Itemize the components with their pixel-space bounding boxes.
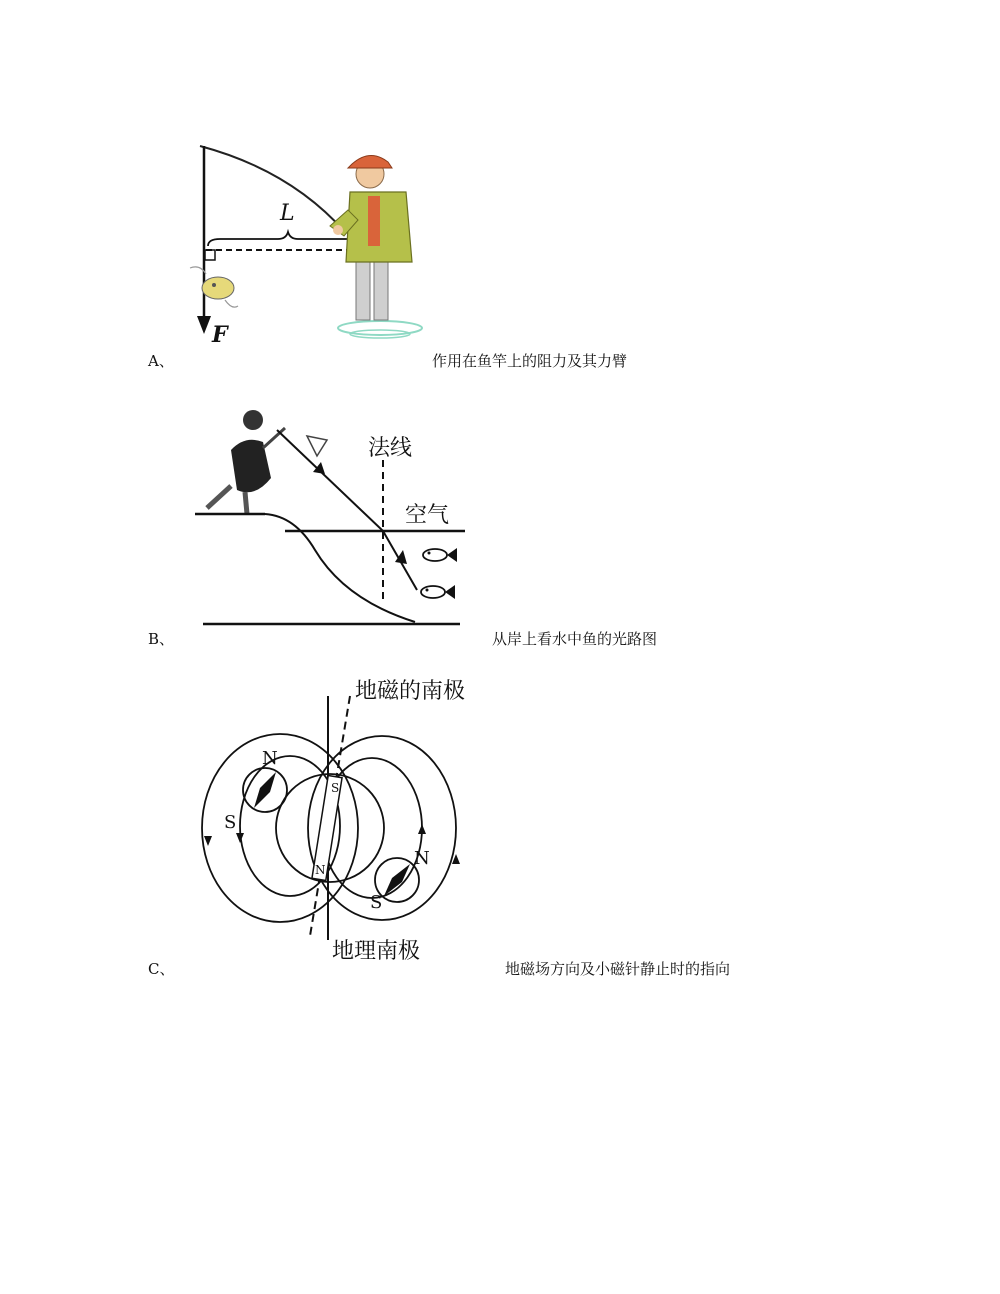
option-letter: A、 — [148, 352, 174, 370]
field-arrow-right-inner — [418, 824, 426, 834]
option-b — [0, 400, 1000, 650]
option-caption: 作用在鱼竿上的阻力及其力臂 — [432, 352, 628, 370]
option-letter: B、 — [148, 630, 175, 648]
arm-label: L — [280, 201, 295, 226]
fisherman-icon — [330, 155, 422, 338]
compass-left-n: N — [262, 748, 278, 769]
compass-right-n: N — [414, 848, 430, 869]
field-arrow-left — [204, 836, 212, 846]
fishing-rod — [200, 146, 345, 232]
fish-icon — [190, 267, 238, 307]
fish-icon-upper — [423, 548, 457, 562]
person-icon — [207, 410, 327, 514]
compass-left-s: S — [224, 812, 237, 833]
option-caption: 从岸上看水中鱼的光路图 — [492, 630, 658, 648]
bar-magnet-icon — [312, 776, 342, 881]
svg-text:S: S — [331, 781, 340, 795]
compass-right-s: S — [370, 892, 383, 913]
normal-label: 法线 — [368, 436, 413, 461]
refraction-figure — [185, 400, 475, 630]
option-letter: C、 — [148, 960, 175, 978]
field-arrow-left-inner — [236, 833, 244, 843]
option-c — [0, 668, 1000, 978]
geomagnetic-field-figure — [200, 668, 500, 968]
fish-icon-lower — [421, 585, 455, 599]
geographic-south-label: 地理南极 — [332, 939, 421, 964]
geomagnetic-south-label: 地磁的南极 — [355, 679, 466, 704]
option-caption: 地磁场方向及小磁针静止时的指向 — [505, 960, 731, 978]
incident-arrowhead — [313, 462, 325, 474]
fishing-rod-figure — [180, 140, 430, 350]
force-label: F — [212, 322, 228, 348]
force-arrowhead — [197, 316, 211, 334]
compass-left-icon — [243, 768, 287, 812]
option-a — [0, 140, 1000, 380]
right-angle-mark — [205, 250, 215, 260]
svg-text:N: N — [315, 863, 326, 877]
air-label: 空气 — [405, 503, 450, 528]
refracted-arrowhead — [395, 550, 407, 564]
